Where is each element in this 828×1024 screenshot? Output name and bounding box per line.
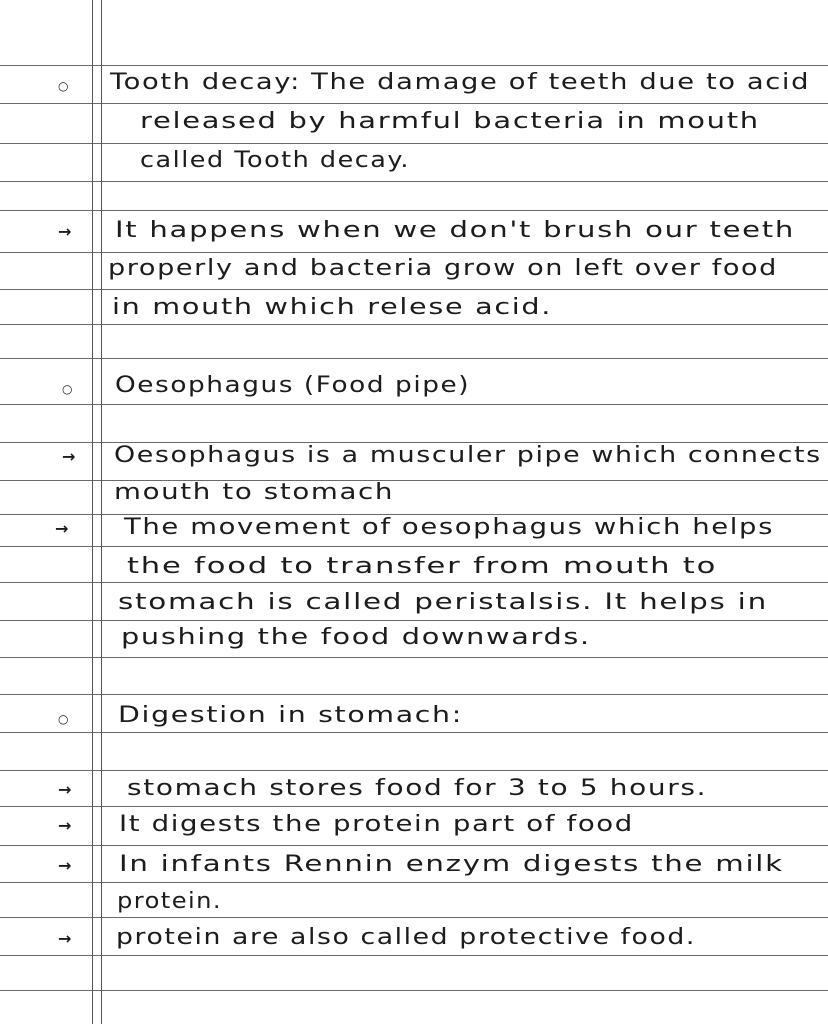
arrow-bullet-icon: → [58,780,72,799]
bullet-circle-icon: ○ [62,382,73,396]
ruled-line [0,210,828,211]
ruled-line [0,845,828,846]
ruled-line [0,732,828,733]
arrow-bullet-icon: → [55,519,69,538]
ruled-line [0,770,828,771]
ruled-line [0,955,828,956]
note-line: the food to transfer from mouth to [127,554,718,579]
note-line: Tooth decay: The damage of teeth due to acid [110,70,811,95]
arrow-bullet-icon: → [58,222,72,241]
ruled-line [0,404,828,405]
note-line: mouth to stomach [114,480,395,505]
ruled-line [0,990,828,991]
ruled-line [0,657,828,658]
ruled-line [0,620,828,621]
arrow-bullet-icon: → [58,856,72,875]
ruled-line [0,181,828,182]
note-line: It happens when we don't brush our teeth [115,218,796,243]
arrow-bullet-icon: → [58,816,72,835]
ruled-line [0,806,828,807]
ruled-line [0,582,828,583]
arrow-bullet-icon: → [62,447,76,466]
ruled-line [0,882,828,883]
ruled-line [0,917,828,918]
note-line: stomach stores food for 3 to 5 hours. [127,776,708,801]
note-line: properly and bacteria grow on left over food [108,256,778,281]
note-line: pushing the food downwards. [121,625,591,650]
ruled-line [0,252,828,253]
margin-line-left [92,0,93,1024]
note-line: protein are also called protective food. [116,925,696,950]
ruled-line [0,103,828,104]
ruled-line [0,324,828,325]
note-line: Oesophagus is a musculer pipe which connects [114,443,822,468]
note-line: stomach is called peristalsis. It helps in [118,590,768,615]
note-line: in mouth which relese acid. [112,295,553,320]
arrow-bullet-icon: → [58,929,72,948]
ruled-line [0,65,828,66]
bullet-circle-icon: ○ [58,79,69,93]
note-line: Oesophagus (Food pipe) [115,373,471,398]
note-line: released by harmful bacteria in mouth [140,109,760,134]
note-line: called Tooth decay. [140,148,410,173]
note-line: protein. [117,889,222,914]
ruled-line [0,358,828,359]
note-line: The movement of oesophagus which helps [124,515,775,540]
ruled-line [0,694,828,695]
note-line: Digestion in stomach: [118,703,463,728]
note-line: It digests the protein part of food [119,812,634,837]
ruled-line [0,546,828,547]
note-line: In infants Rennin enzym digests the milk [119,852,784,877]
bullet-circle-icon: ○ [58,712,69,726]
ruled-line [0,143,828,144]
ruled-line [0,289,828,290]
margin-line-right [101,0,102,1024]
